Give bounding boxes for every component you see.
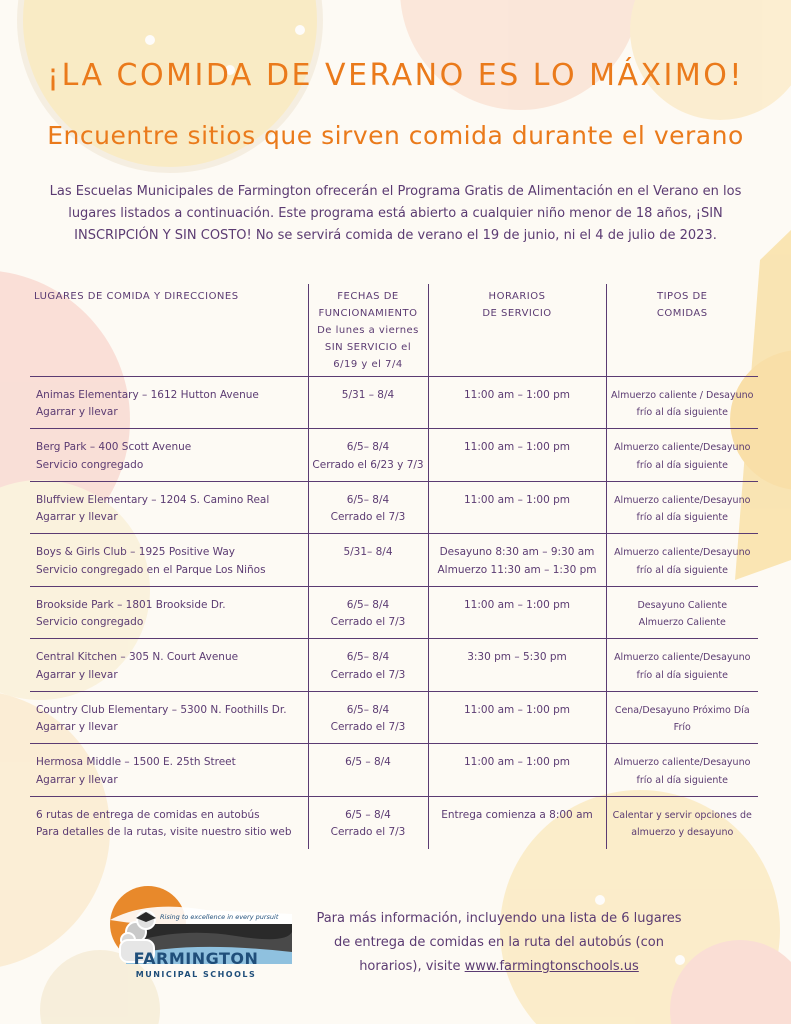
table-row — [30, 586, 758, 639]
cell-location: Berg Park – 400 Scott Avenue Servicio congregado — [36, 441, 192, 471]
table-row — [30, 639, 758, 692]
page-title: ¡LA COMIDA DE VERANO ES LO MÁXIMO! — [47, 58, 744, 93]
cell-dates: 6/5 – 8/4 — [308, 744, 428, 797]
cell-dates: 6/5– 8/4 Cerrado el 7/3 — [308, 639, 428, 692]
cell-types: Almuerzo caliente/Desayuno frío al día siguiente — [606, 429, 758, 482]
website-link[interactable]: www.farmingtonschools.us — [464, 959, 639, 974]
cell-hours: 11:00 am – 1:00 pm — [428, 376, 606, 429]
cell-dates: 5/31– 8/4 — [308, 534, 428, 587]
cell-location: Hermosa Middle – 1500 E. 25th Street Agarrar y llevar — [36, 756, 236, 786]
cell-hours: 11:00 am – 1:00 pm — [428, 429, 606, 482]
cell-types: Almuerzo caliente/Desayuno frío al día siguiente — [606, 639, 758, 692]
cell-location: Bluffview Elementary – 1204 S. Camino Real Agarrar y llevar — [36, 493, 270, 523]
cell-types: Almuerzo caliente / Desayuno frío al día siguiente — [606, 376, 758, 429]
cell-dates: 6/5– 8/4 Cerrado el 7/3 — [308, 586, 428, 639]
cell-hours: Entrega comienza a 8:00 am — [428, 796, 606, 849]
meal-sites-table — [30, 284, 758, 849]
cell-hours: 11:00 am – 1:00 pm — [428, 691, 606, 744]
page-subtitle: Encuentre sitios que sirven comida durante el verano — [47, 121, 744, 150]
cell-location: Animas Elementary – 1612 Hutton Avenue Agarrar y llevar — [36, 388, 259, 418]
cell-types: Desayuno Caliente Almuerzo Caliente — [606, 586, 758, 639]
cell-types: Almuerzo caliente/Desayuno frío al día siguiente — [606, 534, 758, 587]
cell-hours: 11:00 am – 1:00 pm — [428, 586, 606, 639]
cell-hours: 11:00 am – 1:00 pm — [428, 744, 606, 797]
cell-hours: 3:30 pm – 5:30 pm — [428, 639, 606, 692]
more-info-text: Para más información, incluyendo una lista de 6 lugares de entrega de comidas en la ruta del autobús (con horarios), visite www.farmingtonschools.us — [316, 911, 682, 974]
table-row — [30, 744, 758, 797]
table-header-row — [30, 284, 758, 376]
table-row — [30, 429, 758, 482]
header-dates: FECHAS DE FUNCIONAMIENTO De lunes a viernes SIN SERVICIO el 6/19 y el 7/4 — [308, 284, 428, 376]
cell-location: Country Club Elementary – 5300 N. Foothills Dr. Agarrar y llevar — [36, 703, 287, 733]
table-row — [30, 376, 758, 429]
table-row — [30, 481, 758, 534]
table-row — [30, 691, 758, 744]
cell-hours: Desayuno 8:30 am – 9:30 am Almuerzo 11:30 am – 1:30 pm — [428, 534, 606, 587]
cell-types: Almuerzo caliente/Desayuno frío al día siguiente — [606, 481, 758, 534]
logo-name: FARMINGTON — [133, 949, 259, 968]
cell-dates: 6/5 – 8/4 Cerrado el 7/3 — [308, 796, 428, 849]
header-types: TIPOS DE COMIDAS — [606, 284, 758, 376]
intro-paragraph: Las Escuelas Municipales de Farmington ofrecerán el Programa Gratis de Alimentación en el Verano en los lugares listados a continuación. Este programa está abierto a cualquier niño menor de 18 años, ¡SIN INSCRIPCIÓN Y SIN COSTO! No se servirá comida de verano el 19 de junio, ni el 4 de julio de 2023. — [49, 184, 742, 243]
logo-tagline: Rising to excellence in every pursuit — [160, 913, 279, 921]
cell-location: Central Kitchen – 305 N. Court Avenue Agarrar y llevar — [36, 651, 239, 681]
logo-subtitle: MUNICIPAL SCHOOLS — [135, 970, 257, 979]
header-locations: LUGARES DE COMIDA Y DIRECCIONES — [34, 291, 239, 302]
cell-location: Boys & Girls Club – 1925 Positive Way Servicio congregado en el Parque Los Niños — [36, 546, 266, 576]
table-row — [30, 796, 758, 849]
cell-dates: 6/5– 8/4 Cerrado el 6/23 y 7/3 — [308, 429, 428, 482]
cell-dates: 6/5– 8/4 Cerrado el 7/3 — [308, 691, 428, 744]
cell-dates: 5/31 – 8/4 — [308, 376, 428, 429]
cell-hours: 11:00 am – 1:00 pm — [428, 481, 606, 534]
header-hours: HORARIOS DE SERVICIO — [428, 284, 606, 376]
cell-types: Cena/Desayuno Próximo Día Frío — [606, 691, 758, 744]
table-row — [30, 534, 758, 587]
cell-types: Calentar y servir opciones de almuerzo y desayuno — [606, 796, 758, 849]
cell-types: Almuerzo caliente/Desayuno frío al día siguiente — [606, 744, 758, 797]
cell-dates: 6/5– 8/4 Cerrado el 7/3 — [308, 481, 428, 534]
cell-location: 6 rutas de entrega de comidas en autobús Para detalles de la rutas, visite nuestro sitio web — [36, 808, 292, 838]
cell-location: Brookside Park – 1801 Brookside Dr. Servicio congregado — [36, 598, 226, 628]
